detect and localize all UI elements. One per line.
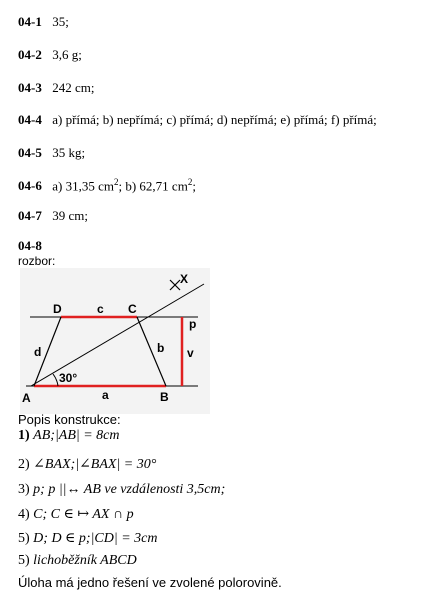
step-number: 1) [18, 428, 30, 443]
label-angle: 30° [59, 371, 78, 385]
answer-04-2 [18, 47, 82, 63]
label-d-vertex: D [53, 302, 62, 316]
label-b-vertex: B [160, 390, 169, 404]
label-v: v [187, 346, 194, 360]
step-text: AB;|AB| = 8cm [33, 428, 120, 443]
answer-text: 39 cm; [52, 208, 88, 223]
answer-number: 04-5 [18, 145, 42, 160]
task-8-heading [18, 238, 49, 254]
label-d-side: d [34, 345, 42, 359]
answer-04-4 [18, 112, 377, 128]
conclusion: Úloha má jedno řešení ve zvolené polorovině. [18, 575, 282, 590]
construction-step [18, 530, 158, 547]
label-b-side: b [157, 341, 165, 355]
step-number: 2) [18, 457, 30, 472]
answer-number: 04-7 [18, 208, 42, 223]
answer-number: 04-3 [18, 80, 42, 95]
label-x: X [180, 272, 189, 286]
step-text: C; C ∈ ↦ AX ∩ p [33, 507, 134, 522]
answer-number: 04-2 [18, 47, 42, 62]
answer-04-6 [18, 177, 196, 194]
answer-text-b: ; b) 62,71 cm [118, 178, 188, 194]
label-p: p [189, 317, 197, 331]
label-a-side: a [102, 388, 109, 402]
answer-number: 04-8 [18, 238, 42, 253]
step-text: lichoběžník ABCD [33, 553, 137, 568]
label-a-vertex: A [22, 391, 31, 405]
answer-number: 04-4 [18, 112, 42, 127]
answer-number: 04-1 [18, 14, 42, 29]
answer-number: 04-6 [18, 178, 42, 194]
answer-text: a) přímá; b) nepřímá; c) přímá; d) nepřímá; e) přímá; f) přímá; [52, 112, 377, 127]
rozbor-label: rozbor: [18, 254, 56, 268]
construction-step [18, 456, 156, 473]
superscript: 2 [113, 177, 119, 187]
answer-04-1 [18, 14, 69, 30]
step-text: ∠BAX;|∠BAX| = 30° [33, 457, 157, 472]
step-number: 4) [18, 507, 30, 522]
popis-konstrukce-label: Popis konstrukce: [18, 412, 121, 427]
answer-text: 242 cm; [52, 80, 95, 95]
label-c-vertex: C [128, 302, 137, 316]
answer-04-7 [18, 208, 88, 224]
trapezoid-diagram [20, 268, 210, 414]
answer-text: 3,6 g; [52, 47, 82, 62]
answer-text: 35; [52, 14, 69, 29]
construction-step [18, 482, 225, 498]
step-number: 5) [18, 531, 30, 546]
answer-text: 35 kg; [52, 145, 86, 160]
step-text: p; p ||↔ AB ve vzdálenosti 3,5cm; [33, 482, 226, 497]
answer-text-a: a) 31,35 cm [52, 178, 114, 194]
step-number: 3) [18, 482, 30, 497]
answer-text-end: ; [192, 178, 196, 194]
step-text: D; D ∈ p;|CD| = 3cm [33, 531, 158, 546]
step-number: 5) [18, 553, 30, 568]
answer-04-5 [18, 145, 85, 161]
label-c-side: c [97, 302, 104, 316]
construction-step [18, 428, 120, 444]
construction-step [18, 506, 134, 523]
superscript: 2 [187, 177, 193, 187]
construction-step [18, 553, 137, 569]
answer-04-3 [18, 80, 95, 96]
